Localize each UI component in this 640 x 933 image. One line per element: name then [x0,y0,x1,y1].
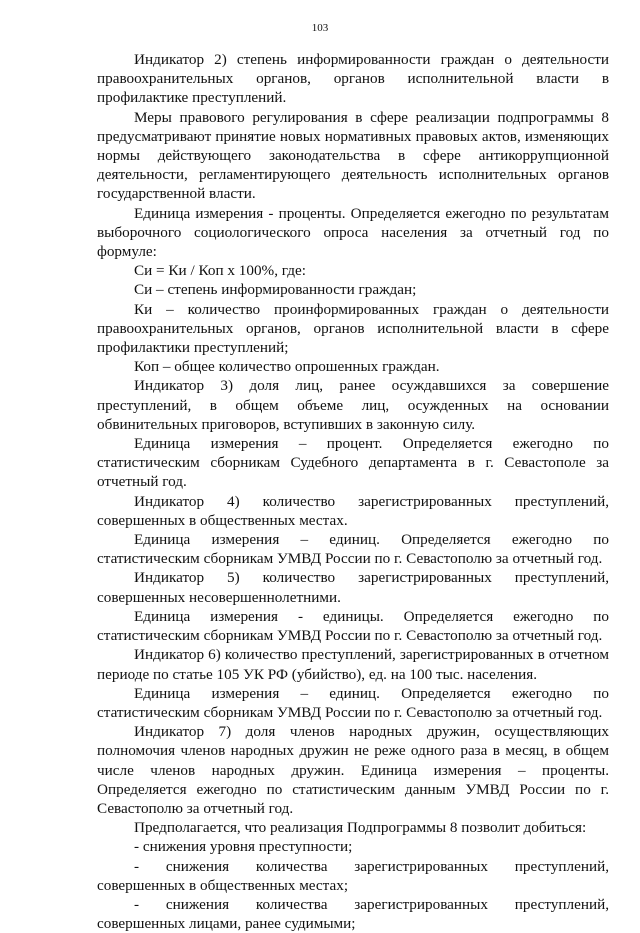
formula-term-si: Си – степень информированности граждан; [134,281,417,299]
paragraph-indicator-2: Индикатор 2) степень информированности граждан о деятельности правоохранительных органов, органов исполнительной власти в профилактике преступлений. [97,51,609,107]
formula-term-ki: Ки – количество проинформированных граждан о деятельности правоохранительных органов, органов исполнительной власти в сфере профилактики преступлений; [97,300,609,357]
paragraph-indicator-4: Индикатор 4) количество зарегистрированных преступлений, совершенных в общественных местах. [97,492,609,529]
document-body [97,50,609,933]
paragraph-unit-percent-survey: Единица измерения - проценты. Определяется ежегодно по результатам выборочного социологического опроса населения за отчетный год по формуле: [97,204,609,261]
formula-term-kop: Коп – общее количество опрошенных граждан. [134,358,440,376]
paragraph-indicator-6: Индикатор 6) количество преступлений, зарегистрированных в отчетном периоде по статье 105 УК РФ (убийство), ед. на 100 тыс. населения. [97,646,609,683]
paragraph-indicator-5: Индикатор 5) количество зарегистрированных преступлений, совершенных несовершеннолетними. [97,569,609,606]
paragraph-unit-indicator-4: Единица измерения – единиц. Определяется ежегодно по статистическим сборникам УМВД России по г. Севастополю за отчетный год. [97,531,609,568]
list-item-crime-level: - снижения уровня преступности; [134,838,353,856]
formula: Си = Ки / Коп х 100%, где: [134,262,306,280]
paragraph-unit-indicator-6: Единица измерения – единиц. Определяется ежегодно по статистическим сборникам УМВД России по г. Севастополю за отчетный год. [97,684,609,721]
paragraph-indicator-3: Индикатор 3) доля лиц, ранее осуждавшихся за совершение преступлений, в общем объеме лиц, осужденных на основании обвинительных приговоров, вступивших в законную силу. [97,377,609,433]
list-item-repeat-offenders: - снижения количества зарегистрированных преступлений, совершенных лицами, ранее судимыми; [97,895,609,933]
paragraph-indicator-7: Индикатор 7) доля членов народных дружин, осуществляющих полномочия членов народных дружин не реже одного раза в месяц, в общем числе членов народных дружин. Единица измерения – проценты. Определяется ежегодно по статистическим данным УМВД России по г. Севастополю за отчетный год. [97,723,609,817]
paragraph-unit-indicator-5: Единица измерения - единицы. Определяется ежегодно по статистическим сборникам УМВД России по г. Севастополю за отчетный год. [97,607,609,645]
page-number: 103 [311,22,329,34]
paragraph-regulation-measures: Меры правового регулирования в сфере реализации подпрограммы 8 предусматривают принятие новых нормативных правовых актов, изменяющих нормы действующего законодательства в сфере антикоррупционной деятельности, регламентирующего деятельность исполнительных органов государственной власти. [97,108,609,203]
paragraph-expected-results: Предполагается, что реализация Подпрограммы 8 позволит добиться: [134,819,587,837]
paragraph-unit-indicator-3: Единица измерения – процент. Определяется ежегодно по статистическим сборникам Судебного департамента в г. Севастополе за отчетный год. [97,435,609,491]
list-item-public-places: - снижения количества зарегистрированных преступлений, совершенных в общественных местах; [97,857,609,894]
